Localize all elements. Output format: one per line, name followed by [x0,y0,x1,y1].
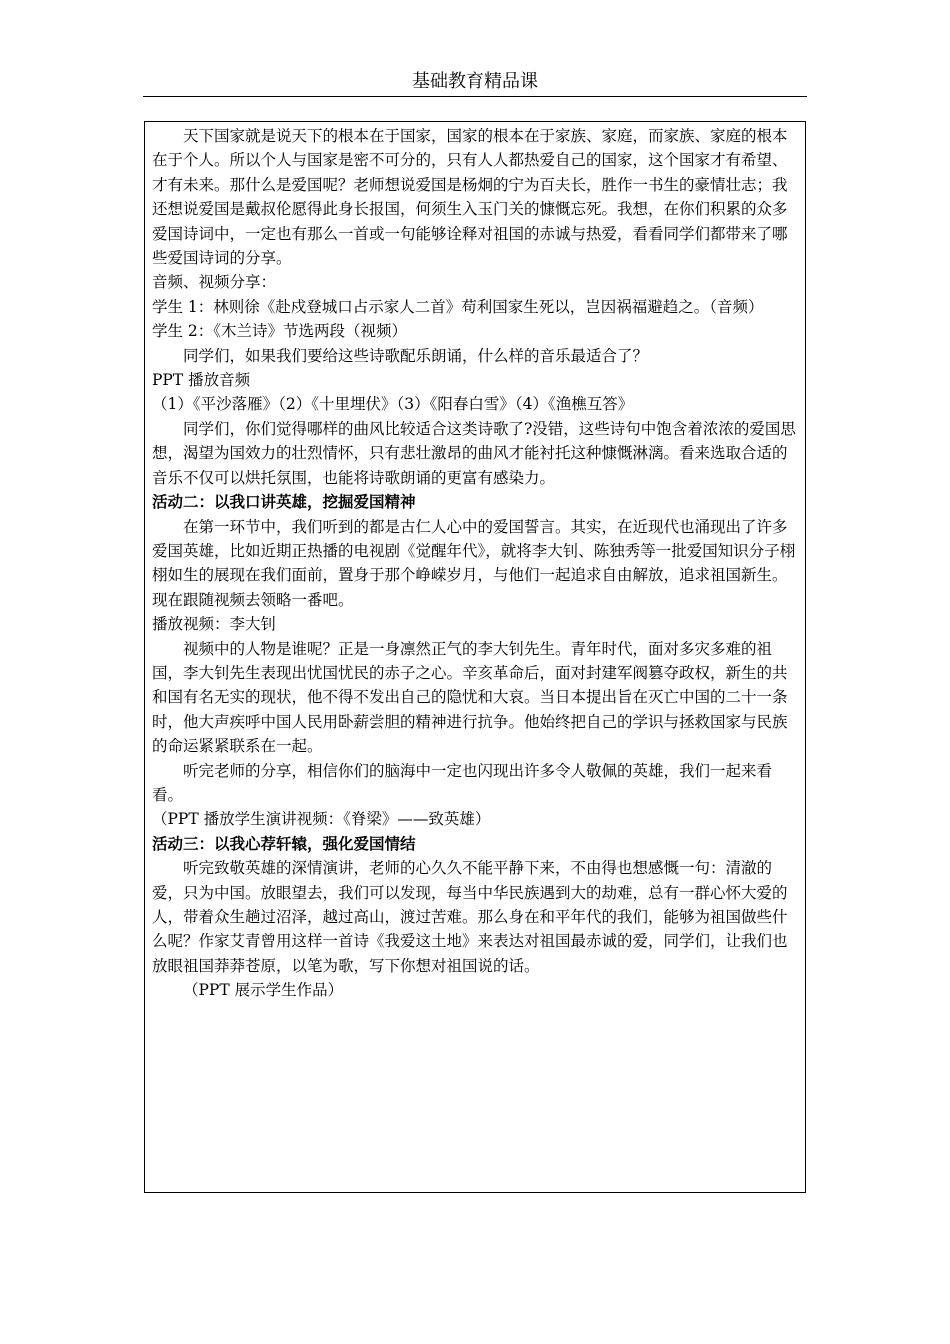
paragraph-after-share: 听完老师的分享，相信你们的脑海中一定也闪现出许多令人敬佩的英雄，我们一起来看看。 [152,761,773,804]
paragraph-student-1: 学生 1：林则徐《赴戍登城口占示家人二首》苟利国家生死以，岂因祸福避趋之。（音频） [152,297,764,316]
page-header [143,68,807,97]
paragraph-music-answer: 同学们，你们觉得哪样的曲风比较适合这类诗歌了?没错，这些诗句中饱含着浓浓的爱国思想，渴望为国效力的壮烈情怀，只有悲壮激昂的曲风才能衬托这种慷慨淋漓。看来选取合适的音乐不仅可以烘托氛围，也能将诗歌朗诵的更富有感染力。 [152,419,796,487]
paragraph-play-video: 播放视频：李大钊 [152,615,277,634]
paragraph-ppt-audio: PPT 播放音频 [152,371,251,390]
paragraph-activity-3-intro: 听完致敬英雄的深情演讲，老师的心久久不能平静下来，不由得也想感慨一句：清澈的爱，只为中国。放眼望去，我们可以发现，每当中华民族遇到大的劫难，总有一群心怀大爱的人，带着众生趟过沼泽，越过高山，渡过苦难。那么身在和平年代的我们，能够为祖国做些什么呢？作家艾青曾用这样一首诗《我爱这土地》来表达对祖国最赤诚的爱，同学们，让我们也放眼祖国莽莽苍原，以笔为歌，写下你想对祖国说的话。 [152,859,788,975]
paragraph-media-share: 音频、视频分享： [152,273,277,292]
paragraph-student-2: 学生 2：《木兰诗》节选两段（视频） [152,322,408,341]
heading-activity-2: 活动二：以我口讲英雄，挖掘爱国精神 [152,492,416,512]
paragraph-activity-2-intro: 在第一环节中，我们听到的都是古仁人心中的爱国誓言。其实，在近现代也涌现出了许多爱国英雄，比如近期正热播的电视剧《觉醒年代》，就将李大钊、陈独秀等一批爱国知识分子栩栩如生的展现在我们面前，置身于那个峥嵘岁月，与他们一起追求自由解放，追求祖国新生。现在跟随视频去领略一番吧。 [152,517,796,609]
header-title: 基础教育精品课 [412,71,538,92]
heading-activity-3: 活动三：以我心荐轩辕，强化爱国情结 [152,833,416,853]
paragraph-student-works: （PPT 展示学生作品） [183,981,344,1000]
lesson-content [152,124,800,1003]
paragraph-intro: 天下国家就是说天下的根本在于国家，国家的根本在于家族、家庭，而家族、家庭的根本在于个人。所以个人与国家是密不可分的，只有人人都热爱自己的国家，这个国家才有希望、才有未来。那什么是爱国呢？老师想说爱国是杨炯的宁为百夫长，胜作一书生的豪情壮志；我还想说爱国是戴叔伦愿得此身长报国，何须生入玉门关的慷慨忘死。我想，在你们积累的众多爱国诗词中，一定也有那么一首或一句能够诠释对祖国的赤诚与热爱，看看同学们都带来了哪些爱国诗词的分享。 [152,127,788,268]
paragraph-music-question: 同学们，如果我们要给这些诗歌配乐朗诵，什么样的音乐最适合了？ [183,346,649,365]
paragraph-music-options: （1）《平沙落雁》（2）《十里埋伏》（3）《阳春白雪》（4）《渔樵互答》 [152,395,634,414]
paragraph-student-speech: （PPT 播放学生演讲视频：《脊梁》——致英雄） [152,810,491,829]
paragraph-li-dazhao: 视频中的人物是谁呢？正是一身凛然正气的李大钊先生。青年时代，面对多灾多难的祖国，李大钊先生表现出忧国忧民的赤子之心。辛亥革命后，面对封建军阀篡夺政权，新生的共和国有名无实的现状，他不得不发出自己的隐忧和大哀。当日本提出旨在灭亡中国的二十一条时，他大声疾呼中国人民用卧薪尝胆的精神进行抗争。他始终把自己的学识与拯救国家与民族的命运紧紧联系在一起。 [152,639,788,756]
